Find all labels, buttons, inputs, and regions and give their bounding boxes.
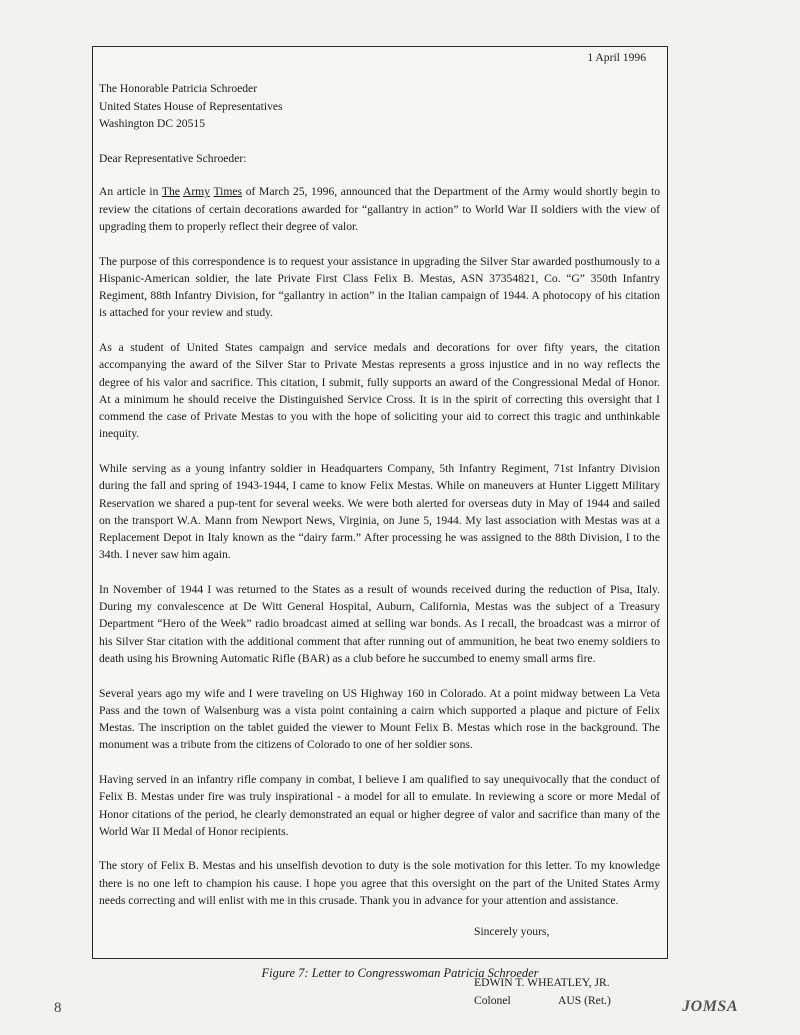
signer-name: EDWIN T. WHEATLEY, JR. (474, 976, 610, 990)
newspaper-title-the: The (161, 185, 180, 199)
letter-date: 1 April 1996 (587, 51, 646, 64)
paragraph-1-rest: of March 25, 1996, announced that the Department of the Army would shortly begin to review the citations of certain decorations awarded for “gallantry in action” to World War II soldiers with the view of upgrading them to properly reflect their degree of valor. (99, 185, 660, 234)
paragraph-4: While serving as a young infantry soldier in Headquarters Company, 5th Infantry Regiment, 71st Infantry Division during the fall and spring of 1943-1944, I came to know Felix Mestas. While on maneuvers at Hunter Liggett Military Reservation we shared a pup-tent for several weeks. We were both alerted for overseas duty in May of 1944 and sailed on the transport W.A. Mann from Newport News, Virginia, on June 5, 1944. My last association with Mestas was at a Replacement Depot in Italy known as the “dairy farm.” After processing he was assigned to the 88th Division, I to the 34th. I never saw him again. (99, 461, 660, 562)
paragraph-5: In November of 1944 I was returned to the States as a result of wounds received during the reduction of Pisa, Italy. During my convalescence at De Witt General Hospital, Auburn, California, Mestas was the subject of a Treasury Department “Hero of the Week” radio broadcast aimed at selling war bonds. As I recall, the broadcast was a mirror of his Silver Star citation with the additional comment that after running out of ammunition, he beat two enemy soldiers to death using his Browning Automatic Rifle (BAR) as a club before he succumbed to enemy small arms fire. (99, 582, 660, 666)
recipient-address (99, 80, 660, 132)
paragraph-2: The purpose of this correspondence is to request your assistance in upgrading the Silver Star awarded posthumously to a Hispanic-American soldier, the late Private First Class Felix B. Mestas, ASN 37354821, Co. “G” 350th Infantry Regiment, 88th Infantry Division, for “gallantry in action” in the Italian campaign of 1944. A photocopy of his citation is attached for your review and study. (99, 254, 660, 320)
paragraph-8: The story of Felix B. Mestas and his unselfish devotion to duty is the sole motivation for this letter. To my knowledge there is no one left to champion his cause. I hope you agree that this oversight on the part of the United States Army needs correcting and will enlist with me in this crusade. Thank you in advance for your attention and assistance. (99, 859, 660, 907)
newspaper-title-army: Army (182, 185, 211, 199)
paragraph-6: Several years ago my wife and I were traveling on US Highway 160 in Colorado. At a point midway between La Veta Pass and the town of Walsenburg was a vista point containing a cairn which supported a plaque and picture of Felix Mestas. The inscription on the tablet guided the viewer to Mount Felix B. Mestas which rose in the background. The monument was a tribute from the citizens of Colorado to one of her soldier sons. (99, 686, 660, 752)
paragraph-1-start: An article in (99, 185, 162, 199)
journal-name: JOMSA (682, 998, 738, 1015)
figure-caption: Figure 7: Letter to Congresswoman Patricia Schroeder (261, 966, 539, 980)
paragraph-1 (99, 183, 660, 235)
paragraph-3: As a student of United States campaign and service medals and decorations for over fifty years, the citation accompanying the award of the Silver Star to Private Mestas represents a gross injustice and in no way reflects the degree of his valor and sacrifice. This citation, I submit, fully supports an award of the Congressional Medal of Honor. At a minimum he should receive the Distinguished Service Cross. It is in the spirit of correcting this oversight that I commend the case of Private Mestas to you with the hope of soliciting your aid to correct this tragic and unthinkable inequity. (99, 340, 660, 441)
recipient-office: United States House of Representatives (99, 99, 283, 113)
letter-body (99, 49, 660, 1009)
page-number: 8 (54, 1000, 62, 1016)
signer-rank-line (474, 992, 660, 1009)
recipient-name: The Honorable Patricia Schroeder (99, 82, 258, 96)
newspaper-title-times: Times (213, 185, 243, 199)
signer-rank: Colonel (474, 993, 511, 1007)
closing: Sincerely yours, (474, 925, 550, 939)
signer-service: AUS (Ret.) (558, 993, 611, 1007)
paragraph-7: Having served in an infantry rifle company in combat, I believe I am qualified to say unequivocally that the conduct of Felix B. Mestas under fire was truly inspirational - a model for all to emulate. In reviewing a score or more Medal of Honor citations of the period, he clearly demonstrated an equal or higher degree of valor and sacrifice than many of the World War II Medal of Honor recipients. (99, 772, 660, 838)
recipient-city: Washington DC 20515 (99, 116, 205, 130)
salutation: Dear Representative Schroeder: (99, 152, 247, 166)
